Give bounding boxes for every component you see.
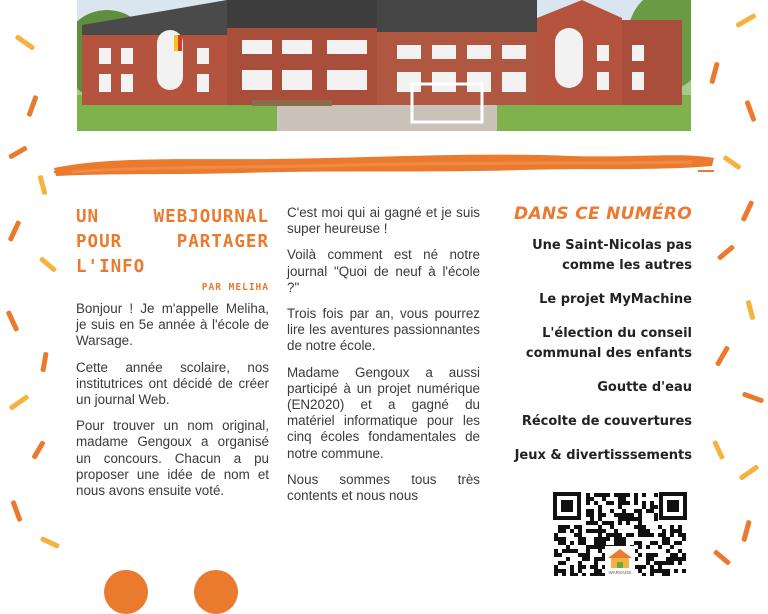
decorative-circle: [194, 570, 238, 614]
article-column-2: [287, 205, 480, 514]
issue-contents-title: DANS CE NUMÉRO: [514, 204, 692, 224]
article-headline: UN WEBJOURNAL POUR PARTAGER L'INFO: [76, 207, 269, 277]
article-paragraph: Cette année scolaire, nos institutrices ont décidé de créer un journal Web.: [76, 359, 269, 408]
toc-item-conseil-communal: L'élection du conseil communal des enfants: [525, 326, 692, 361]
toc-item-goutte-d-eau: Goutte d'eau: [597, 380, 692, 395]
article-column-1: [76, 205, 269, 509]
article-paragraph: Bonjour ! Je m'appelle Meliha, je suis en 5e année à l'école de Warsage.: [76, 301, 269, 349]
article-byline: PAR MELIHA: [201, 282, 269, 293]
article-paragraph: Trois fois par an, vous pourrez lire les aventures passionnantes de notre école.: [287, 306, 480, 354]
toc-item-jeux: Jeux & divertisssements: [514, 448, 692, 463]
article-paragraph: Voilà comment est né notre journal "Quoi de neuf à l'école ?": [287, 247, 480, 295]
article-paragraph: Pour trouver un nom original, madame Gengoux a organisé un concours. Chacun a pu proposer une idée de nom et nous avons ensuite voté.: [76, 418, 269, 499]
article-paragraph: Madame Gengoux a aussi participé à un projet numérique (EN2020) et a gagné du matériel informatique pour les cinq écoles fondamentales de notre commune.: [287, 364, 480, 461]
toc-item-mymachine: Le projet MyMachine: [539, 292, 692, 307]
qr-code: [553, 492, 687, 576]
toc-item-couvertures: Récolte de couvertures: [521, 414, 692, 429]
brush-stroke-divider: [52, 146, 716, 182]
school-photo: [77, 0, 691, 131]
article-paragraph: C'est moi qui ai gagné et je suis super heureuse !: [287, 205, 480, 237]
issue-contents-sidebar: [498, 204, 692, 480]
qr-logo-text: WARSAGE: [608, 570, 632, 575]
toc-item-saint-nicolas: Une Saint-Nicolas pas comme les autres: [532, 238, 692, 273]
article-paragraph: Nous sommes tous très contents et nous nous: [287, 471, 480, 504]
decorative-circle: [104, 570, 148, 614]
